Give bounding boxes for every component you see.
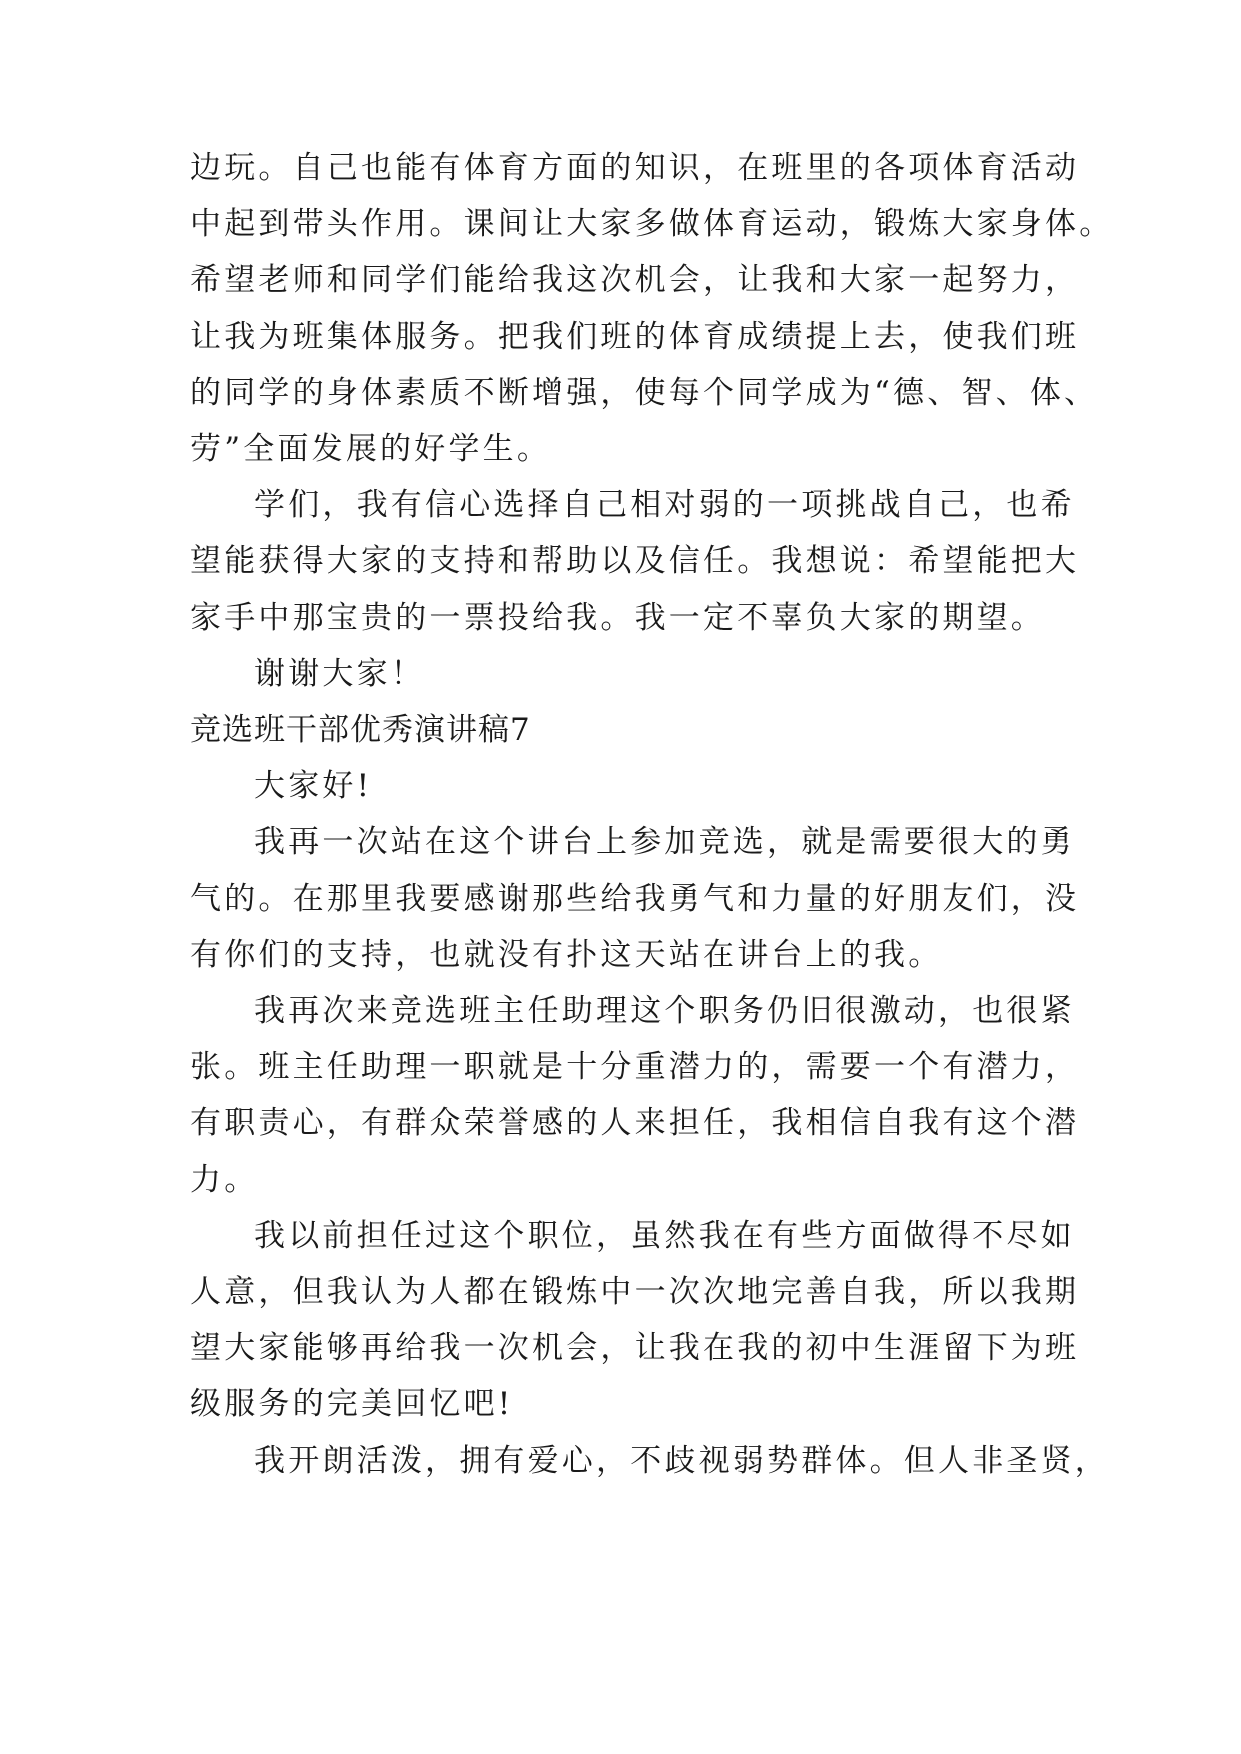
text-line: 力。 [190,1161,259,1198]
text-line: 中起到带头作用。课间让大家多做体育运动，锻炼大家身体。 [190,206,1114,243]
text-line: 望大家能够再给我一次机会，让我在我的初中生涯留下为班 [190,1330,1080,1367]
text-line: 边玩。自己也能有体育方面的知识，在班里的各项体育活动 [190,150,1080,186]
section-heading: 竞选班干部优秀演讲稿7 [190,712,531,748]
text-line: 劳”全面发展的好学生。 [190,431,552,467]
text-line: 望能获得大家的支持和帮助以及信任。我想说：希望能把大 [190,543,1080,580]
text-line: 有职责心，有群众荣誉感的人来担任，我相信自我有这个潜 [190,1105,1080,1142]
text-line: 谢谢大家！ [254,655,425,692]
text-line: 大家好! [254,768,373,805]
text-line: 张。班主任助理一职就是十分重潜力的，需要一个有潜力， [190,1049,1080,1086]
text-line: 我再一次站在这个讲台上参加竞选，就是需要很大的勇 [254,824,1075,861]
text-line: 我开朗活泼，拥有爱心，不歧视弱势群体。但人非圣贤， [254,1442,1109,1479]
text-line: 人意，但我认为人都在锻炼中一次次地完善自我，所以我期 [190,1274,1080,1310]
text-line: 级服务的完美回忆吧! [190,1386,514,1423]
text-line: 我再次来竞选班主任助理这个职务仍旧很激动，也很紧 [254,993,1075,1029]
text-line: 的同学的身体素质不断增强，使每个同学成为“德、智、体、 [190,374,1099,411]
text-line: 有你们的支持，也就没有扑这天站在讲台上的我。 [190,936,943,973]
text-line: 气的。在那里我要感谢那些给我勇气和力量的好朋友们，没 [190,880,1080,917]
text-line: 家手中那宝贵的一票投给我。我一定不辜负大家的期望。 [190,599,1045,636]
text-line: 我以前担任过这个职位，虽然我在有些方面做得不尽如 [254,1217,1075,1254]
text-line: 让我为班集体服务。把我们班的体育成绩提上去，使我们班 [190,318,1080,355]
text-line: 希望老师和同学们能给我这次机会，让我和大家一起努力， [190,262,1080,299]
text-line: 学们，我有信心选择自己相对弱的一项挑战自己，也希 [254,487,1075,524]
